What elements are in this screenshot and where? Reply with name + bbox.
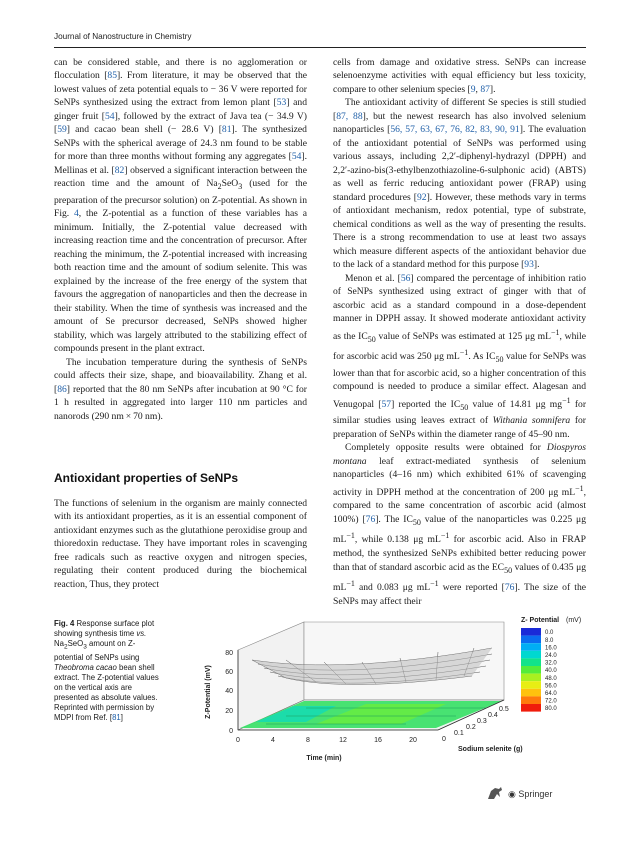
x-ticks [236,737,417,744]
legend-level-label: 8.0 [545,637,554,644]
x-tick-label: 12 [339,737,347,744]
legend-level-label: 72.0 [545,698,557,705]
y-tick-label: 0.1 [454,730,464,737]
y-tick-label: 0.2 [466,724,476,731]
citation-link[interactable]: 76 [504,582,515,594]
springer-footer: ◉ Springer [508,789,553,799]
citation-link[interactable]: 54 [291,151,302,163]
figure-link[interactable]: 4 [73,208,79,220]
figure-caption: Fig. 4 Response surface plot showing synthesis time vs. $Na_2SeO_3$ amount on Z-potential of SeNPs using Theobroma cacao bean shell extract. The Z-potential values on the vertical axis are presented as absolute values. Reprinted with permission by MDPI from Ref. [81] [54,619,159,723]
legend-unit: (mV) [566,617,582,624]
paragraph-antioxidant-activity: The antioxidant activity of different Se species is still studied [87, 88], but the newest research has also involved selenium nanoparticles [56, 57, 63, 67, 76, 82, 83, 90, 91]. The evaluation of the antioxidant potential of SeNPs was performed using various assays, including 2,2′-diphenyl-hydrazyl (DPPH) and 2,2′-azino-bis(3-ethylbenzothiazoline-6-sulphonic acid) (ABTS) as well as ferric reducing antioxidant power (FRAP) using standard procedures [92]. However, these methods vary in terms of antioxidant mechanism, redox potential, type of substrate, chemical conditions as well as the way of presenting the results. There is a strong recommendation to use at least two assays which measure different aspects of the antioxidant behavior due to the lack of a standard method for this purpose [93]. [333,97,587,271]
journal-header: Journal of Nanostructure in Chemistry [54,32,192,41]
paragraph-menon: Menon et al. [56] compared the percentage of inhibition ratio of SeNPs synthesized using extract of ginger with that of ascorbic acid as a standard compound in a dose-dependent manner in DPPH assay. It showed moderate antioxidant activity as the $IC_{50}$ value of SeNPs was estimated at 125 μg $mL^{-1}$, while for ascorbic acid was 250 μg $mL^{-1}$. As $IC_{50}$ value for SeNPs was lower than that for ascorbic acid, so a higher concentration of this compound is needed to produce a similar effect. Alagesan and Venugopal [57] reported the $IC_{50}$ value of 14.81 μg $mg^{-1}$ for similar studies using leaves extract of Withania somnifera for preparation of SeNPs within the diameter range of 45–90 nm. [333,272,587,440]
x-tick-label: 20 [409,737,417,744]
section-heading: Antioxidant properties of SeNPs [54,471,239,485]
z-tick-label: 60 [225,669,233,676]
citation-link[interactable]: 59 [57,124,67,136]
paragraph-cells-protection: cells from damage and oxidative stress. SeNPs can increase selenoenzyme activities with equal efficiency but less toxicity, compare to other selenium species [9, 87]. [333,57,586,95]
citation-link[interactable]: 81 [112,713,121,723]
legend-swatch [521,696,541,704]
citation-link[interactable]: 92 [416,191,427,203]
z-tick-label: 20 [225,708,233,715]
left-column [54,56,307,423]
z-tick-label: 80 [225,650,233,657]
citation-link[interactable]: 87, 88 [336,110,363,122]
right-column [333,56,586,608]
citation-link[interactable]: 9 [470,83,476,95]
legend-level-label: 64.0 [545,691,557,697]
legend-level-label: 0.0 [545,630,554,637]
y-tick-label: 0.5 [499,706,509,713]
citation-link[interactable]: 56, 57, 63, 67, 76, 82, 83, 90, 91 [390,124,520,136]
citation-link[interactable]: 82 [114,164,125,176]
legend-swatch [521,651,541,659]
citation-link[interactable]: 54 [104,110,115,122]
legend-swatch [521,628,541,636]
citation-link[interactable]: 93 [524,259,534,271]
z-tick-label: 40 [225,688,233,695]
x-tick-label: 16 [374,737,382,744]
citation-link[interactable]: 81 [221,124,232,136]
legend-swatch [521,674,541,682]
citation-link[interactable]: 53 [276,97,287,109]
x-tick-label: 4 [271,737,275,744]
legend-level-label: 48.0 [545,675,557,682]
x-tick-label: 0 [236,737,240,744]
legend-swatch [521,681,541,689]
paragraph-incubation: The incubation temperature during the synthesis of SeNPs could affects their size, shape, and bioavailability. Zhang et al. [86] reported that the 80 nm SeNPs after incubation at 90 °C for 1 h resulted in aggregated into larger 110 nm particles and nanorods (290 nm × 70 nm). [54,356,307,422]
legend-swatch [521,636,541,644]
legend-level-label: 80.0 [545,706,557,713]
legend-swatch [521,643,541,651]
citation-link[interactable]: 85 [107,70,117,82]
z-axis-label: Z-Potential (mV) [205,665,212,719]
y-tick-label: 0.3 [477,718,487,725]
legend-swatch [521,704,541,712]
y-tick-label: 0 [442,736,446,743]
color-legend [521,628,557,712]
left-column-section [54,497,307,591]
paragraph-zeta-potential: can be considered stable, and there is no agglomeration or flocculation [85]. From literature, it may be observed that the lowest values of zeta potential equals to − 36 V were reported for SeNPs synthesized using the extract from lemon plant [53] and ginger fruit [54], followed by the extract of Java tea (− 34.9 V) [59] and cacao bean shell (− 28.6 V) [81]. The synthesized SeNPs with the spherical average of 24.3 nm found to be stable for more than three months without forming any aggregates [54]. Mellinas et al. [82] observed a significant interaction between the reaction time and the amount of $Na_2SeO_3$ (used for the preparation of the precursor solution) on Z-potential. As shown in Fig. 4, the Z-potential as a function of these variables has a minimum. Initially, the Z-potential value decreased with increasing reaction time and the concentration of precursor. After reaching the minimum, the Z-potential increased with increasing both reaction time and the amount of sodium selenite. This was explained by the increase of the free energy of the system that favours the aggregation of nanoparticles and then the decrease in their stability. When the time of synthesis was increased and the amount of Se precursor decreased, SeNPs showed higher stability, which was largely attributed to the stabilizing effect of compounds present in the plant extract. [54,57,307,355]
y-tick-label: 0.4 [488,712,498,719]
z-tick-label: 0 [229,728,233,735]
x-axis-label: Time (min) [306,755,342,762]
citation-link[interactable]: 86 [57,383,67,395]
legend-level-label: 32.0 [545,660,557,667]
legend-title: Z- Potential [521,617,560,624]
citation-link[interactable]: 76 [365,513,376,525]
header-rule [54,47,586,48]
legend-swatch [521,666,541,674]
legend-level-label: 24.0 [545,653,557,659]
y-axis-label: Sodium selenite (g) [458,746,523,753]
citation-link[interactable]: 56 [400,272,411,284]
springer-horse-logo [486,785,504,801]
legend-swatch [521,689,541,697]
legend-level-label: 56.0 [545,683,557,690]
paragraph-selenium-functions: The functions of selenium in the organism are mainly connected with its antioxidant properties, as it is an essential component of antioxidant enzymes such as the glutathione peroxidise group and thioredoxin reductase. They have important roles in scavenging free radicals such as reactive oxygen and nitrogen species, regulating their content produced during the biochemical reaction, Thus, they protect [54,498,307,590]
publisher-label: Springer [518,789,553,799]
x-tick-label: 8 [306,737,310,744]
citation-link[interactable]: 87 [480,83,490,95]
z-ticks [225,650,233,735]
response-surface-plot [196,612,596,772]
legend-swatch [521,658,541,666]
citation-link[interactable]: 57 [381,399,392,410]
paragraph-diospyros: Completely opposite results were obtained for Diospyros montana leaf extract-mediated synthesis of selenium nanoparticles (4–16 nm) which exhibited 61% of scavenging activity in DPPH method at the concentration of 200 μg $mL^{-1}$, compared to the same concentration of ascorbic acid (almost 100%) [76]. The $IC_{50}$ value of the nanoparticles was 0.225 μg $mL^{-1}$, while 0.138 μg $mL^{-1}$ for ascorbic acid. Also in FRAP method, the synthesized SeNPs exhibited better reducing power than that of standard ascorbic acid as the $EC_{50}$ values of 0.435 μg $mL^{-1}$ and 0.083 μg $mL^{-1}$ were reported [76]. The size of the SeNPs may affect their [333,442,587,607]
legend-level-label: 40.0 [545,668,557,675]
legend-level-label: 16.0 [545,645,557,652]
